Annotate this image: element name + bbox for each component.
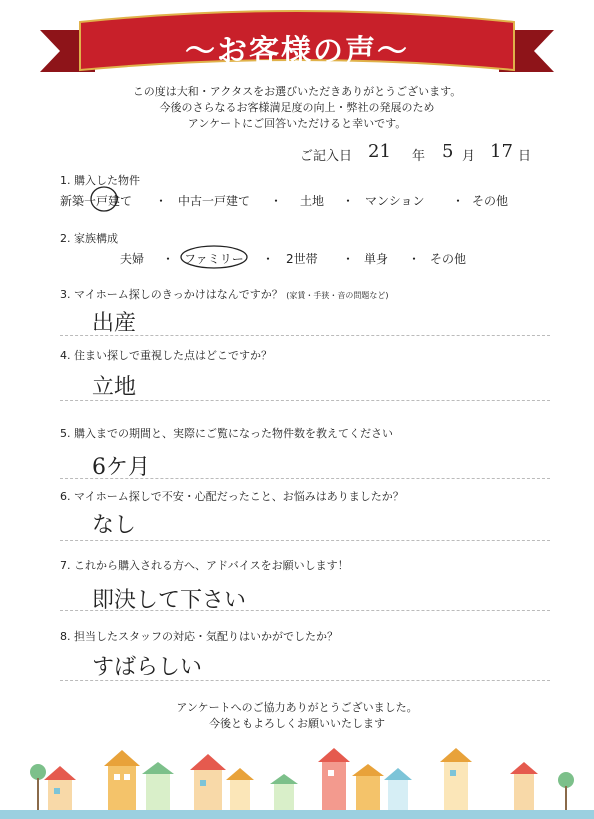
house-icon (440, 748, 472, 810)
closing-line-2: 今後ともよろしくお願いいたします (209, 717, 385, 730)
q6-answer: なし (92, 513, 137, 538)
house-icon (318, 748, 350, 810)
q6-label: 6. マイホーム探しで不安・心配だったこと、お悩みはありましたか？ (60, 490, 404, 503)
q3-note: (家賃・手狭・音の問題など) (286, 291, 389, 300)
answer-line (60, 540, 550, 541)
date-month-unit: 月 (462, 149, 476, 164)
q2-option-single: 単身 (364, 252, 389, 266)
tree-icon (558, 772, 574, 810)
answer-line (60, 680, 550, 681)
q1-option-other: その他 (472, 194, 509, 208)
intro-text (0, 84, 594, 132)
q2-option-two-generation: 2世帯 (286, 252, 318, 266)
closing-line-1: アンケートへのご協力ありがとうございました。 (176, 701, 418, 714)
house-icon (44, 766, 76, 810)
house-icon (142, 762, 174, 810)
answer-line (60, 335, 550, 336)
q4-label: 4. 住まい探しで重視した点はどこですか？ (60, 349, 272, 362)
q8-label: 8. 担当したスタッフの対応・気配りはいかがでしたか？ (60, 630, 338, 643)
q2-selection-circle (178, 243, 250, 271)
date-day-unit: 日 (518, 149, 532, 164)
q1-separator: ・ (342, 194, 355, 208)
q2-option-couple: 夫婦 (120, 252, 145, 266)
q3-question: 3. マイホーム探しのきっかけはなんですか？ (60, 288, 283, 301)
page-title: ～お客様の声～ (185, 34, 409, 69)
houses-illustration (0, 740, 594, 819)
house-icon (226, 768, 254, 810)
q4-answer: 立地 (92, 375, 137, 400)
date-year-value: 21 (368, 141, 391, 162)
q1-option-used-house: 中古一戸建て (178, 194, 251, 208)
q5-label: 5. 購入までの期間と、実際にご覧になった物件数を教えてください (60, 427, 393, 440)
house-icon (270, 774, 298, 810)
answer-line (60, 400, 550, 401)
q2-separator: ・ (262, 252, 275, 266)
house-icon (104, 750, 140, 810)
q1-selection-circle (88, 184, 120, 214)
intro-line-3: アンケートにご回答いただけると幸いです。 (187, 117, 407, 130)
q7-label: 7. これから購入される方へ、アドバイスをお願いします！ (60, 559, 349, 572)
house-icon (384, 768, 412, 810)
q2-option-family: ファミリー (184, 252, 244, 266)
q1-label: 1. 購入した物件 (60, 174, 140, 187)
q1-option-mansion: マンション (365, 194, 425, 208)
entry-date (300, 141, 560, 167)
q2-option-other: その他 (430, 252, 467, 266)
house-icon (352, 764, 384, 810)
q1-separator: ・ (155, 194, 168, 208)
house-icon (510, 762, 538, 810)
ground-strip (0, 810, 594, 819)
tree-icon (30, 764, 46, 810)
answer-line (60, 610, 550, 611)
q2-label: 2. 家族構成 (60, 232, 118, 245)
q7-answer: 即決して下さい (92, 588, 247, 613)
date-month-value: 5 (442, 141, 454, 162)
q2-separator: ・ (408, 252, 421, 266)
intro-line-2: 今後のさらなるお客様満足度の向上・弊社の発展のため (159, 101, 435, 114)
q2-separator: ・ (162, 252, 175, 266)
q1-options (60, 192, 540, 210)
q5-answer: 6ケ月 (92, 455, 150, 480)
date-day-value: 17 (490, 141, 513, 162)
q1-separator: ・ (452, 194, 465, 208)
q1-option-new-house: 新築一戸建て (60, 194, 133, 208)
date-label: ご記入日 (300, 149, 353, 164)
q3-label (60, 286, 389, 302)
house-icon (190, 754, 226, 810)
q2-separator: ・ (342, 252, 355, 266)
q1-option-land: 土地 (300, 194, 325, 208)
answer-line (60, 478, 550, 479)
intro-line-1: この度は大和・アクタスをお選びいただきありがとうございます。 (132, 85, 462, 98)
q1-separator: ・ (270, 194, 283, 208)
date-year-unit: 年 (412, 149, 426, 164)
q3-answer: 出産 (92, 311, 137, 336)
q8-answer: すばらしい (92, 655, 203, 680)
closing-message (0, 700, 594, 732)
